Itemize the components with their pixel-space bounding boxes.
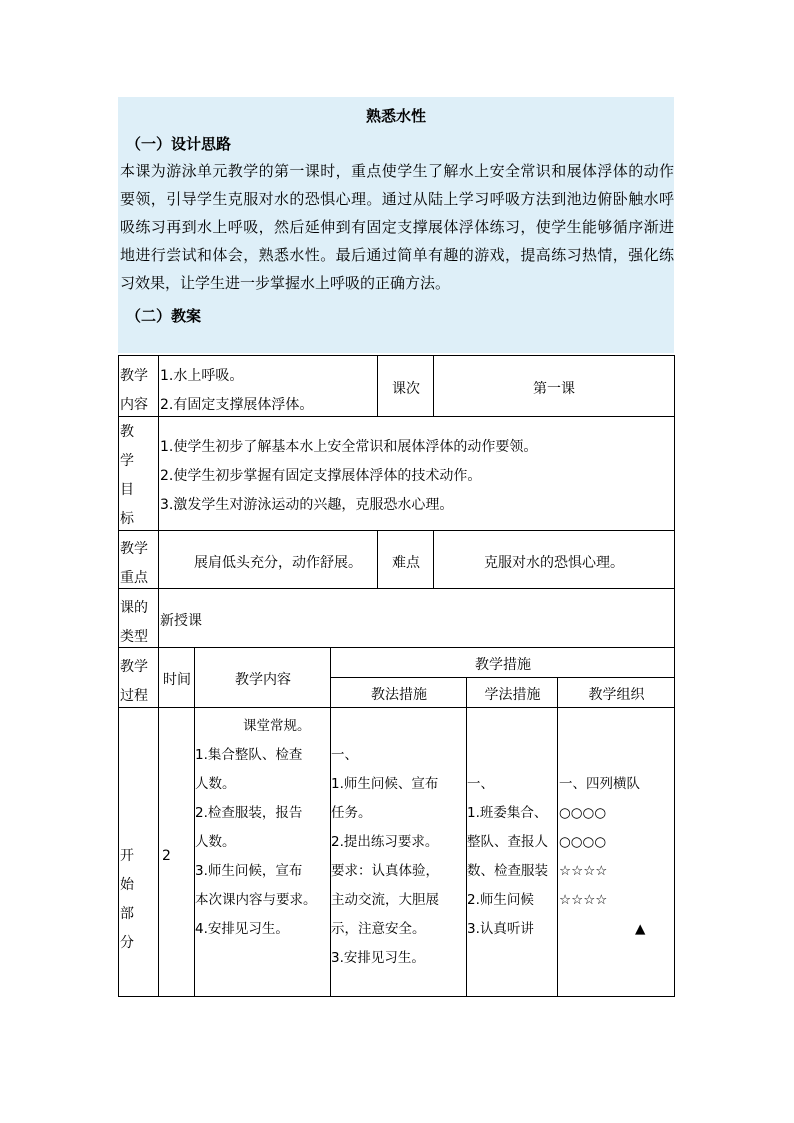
- part-learn: 一、 1.班委集合、 整队、查报人 数、检查服装 2.师生问候 3.认真听讲: [467, 776, 548, 937]
- goals-list: 1.使学生初步了解基本水上安全常识和展体浮体的动作要领。 2.使学生初步掌握有固定支撑展体浮体的技术动作。 3.激发学生对游泳运动的兴趣，克服恐水心理。: [160, 439, 538, 513]
- difficulty-label: 难点: [392, 555, 420, 571]
- lesson-label: 课次: [392, 381, 420, 397]
- key-value: 展肩低头充分，动作舒展。: [194, 555, 362, 571]
- process-label: 教学 过程: [120, 659, 148, 704]
- document-title: 熟悉水性: [365, 107, 426, 125]
- design-paragraph: 本课为游泳单元教学的第一课时，重点使学生了解水上安全常识和展体浮体的动作要领，引导学生克服对水的恐惧心理。通过从陆上学习呼吸方法到池边俯卧触水呼吸练习再到水上呼吸，然后延伸到有固定支撑展体浮体练习，使学生能够循序渐进地进行尝试和体会，熟悉水性。最后通过简单有趣的游戏，提高练习热情，强化练习效果，让学生进一步掌握水上呼吸的正确方法。: [120, 162, 674, 292]
- teacher-marker: ▲: [635, 921, 646, 937]
- content-items: 1.水上呼吸。 2.有固定支撑展体浮体。: [160, 368, 314, 413]
- plan-heading: （二）教案: [126, 307, 202, 325]
- measures-label: 教学措施: [475, 657, 531, 673]
- part-org: 一、四列横队 ○○○○ ○○○○ ☆☆☆☆ ☆☆☆☆ ▲: [559, 770, 645, 944]
- goal-label: 教 学 目 标: [120, 424, 134, 527]
- part-content: 课堂常规。 1.集合整队、检查 人数。 2.检查服装，报告 人数。 3.师生问候，宣布 本次课内容与要求。 4.安排见习生。: [195, 718, 317, 937]
- design-section: [118, 97, 674, 353]
- lesson-value: 第一课: [533, 381, 575, 397]
- time-label: 时间: [163, 672, 191, 688]
- type-label: 课的 类型: [120, 600, 148, 645]
- part-time: 2: [162, 848, 171, 864]
- key-label: 教学 重点: [120, 541, 148, 586]
- difficulty-value: 克服对水的恐惧心理。: [484, 555, 624, 571]
- design-heading: （一）设计思路: [126, 135, 232, 153]
- part-label: 开 始 部 分: [120, 848, 134, 951]
- type-value: 新授课: [160, 613, 202, 629]
- part-teach: 一、 1.师生问候、宣布 任务。 2.提出练习要求。 要求：认真体验， 主动交流，大胆展 示，注意安全。 3.安排见习生。: [331, 747, 439, 966]
- org-label: 教学组织: [588, 687, 645, 703]
- content-label: 教学 内容: [120, 368, 148, 413]
- teach-method-label: 教法措施: [371, 687, 427, 703]
- process-content-label: 教学内容: [235, 672, 291, 688]
- learn-method-label: 学法措施: [484, 687, 541, 703]
